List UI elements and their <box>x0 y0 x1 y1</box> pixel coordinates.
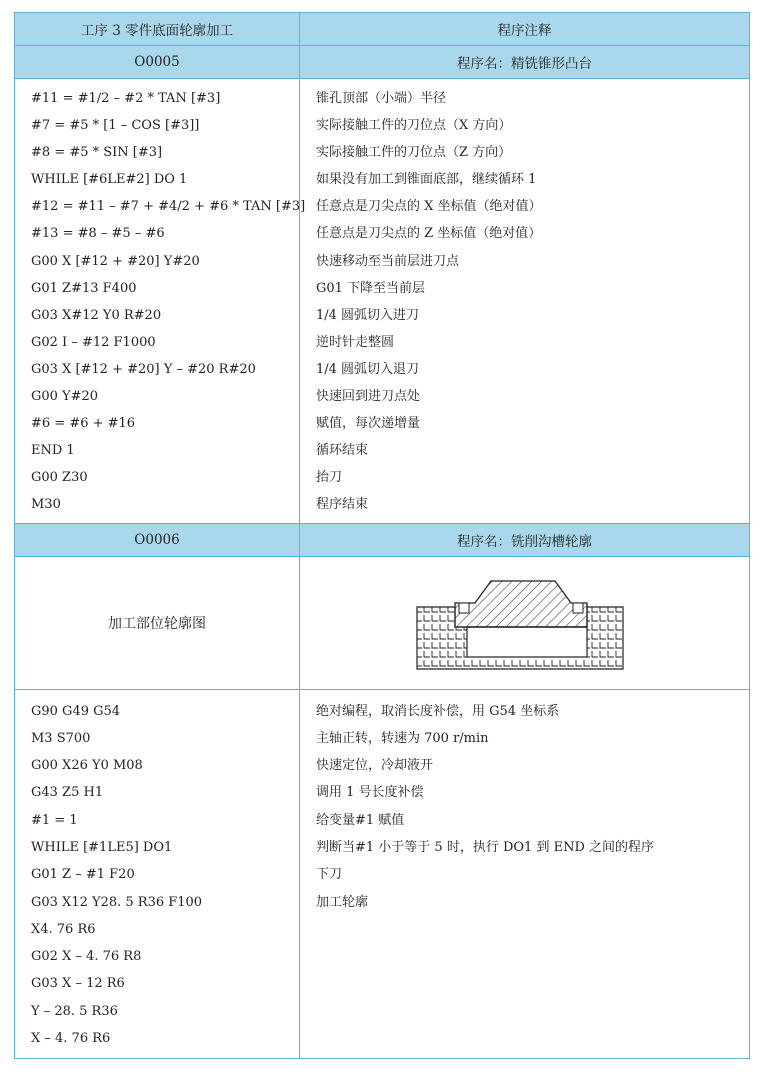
note-line: G01 下降至当前层 <box>316 280 426 296</box>
code-line: G00 Z30 <box>31 470 88 486</box>
diagram-cell <box>300 556 750 689</box>
section2-program-name: 程序名：铣削沟槽轮廓 <box>300 523 750 556</box>
header-left: 工序 3 零件底面轮廓加工 <box>15 13 300 46</box>
section2-code-cell <box>15 689 300 1059</box>
note-line: 任意点是刀尖点的 Z 坐标值（绝对值） <box>316 226 542 242</box>
section1-code-cell <box>15 79 306 524</box>
note-line: 绝对编程，取消长度补偿，用 G54 坐标系 <box>316 703 560 719</box>
note-line: 循环结束 <box>316 443 369 459</box>
code-line: M30 <box>31 497 61 513</box>
header-right: 程序注释 <box>300 13 750 46</box>
code-line: WHILE [#6LE#2] DO 1 <box>31 172 188 188</box>
note-line: 1/4 圆弧切入退刀 <box>316 361 420 377</box>
note-line: 实际接触工件的刀位点（Z 方向） <box>316 145 512 161</box>
note-line: 下刀 <box>316 867 343 883</box>
code-line: #1 = 1 <box>31 812 78 828</box>
code-line: END 1 <box>31 443 75 459</box>
note-line: 1/4 圆弧切入进刀 <box>316 307 420 323</box>
code-line: G00 X [#12 + #20] Y#20 <box>31 253 200 269</box>
section1-program-number: O0005 <box>15 46 300 79</box>
code-line: X4. 76 R6 <box>31 921 96 937</box>
section2-body-row <box>15 689 750 1059</box>
code-line: G90 G49 G54 <box>31 703 121 719</box>
code-line: G00 X26 Y0 M08 <box>31 758 143 774</box>
code-line: G03 X12 Y28. 5 R36 F100 <box>31 894 203 910</box>
code-line: #12 = #11 – #7 + #4/2 + #6 * TAN [#3] <box>31 199 306 215</box>
code-line: G03 X [#12 + #20] Y – #20 R#20 <box>31 361 256 377</box>
code-line: M3 S700 <box>31 730 91 746</box>
note-line: 给变量#1 赋值 <box>316 812 405 828</box>
section2-diagram-row <box>15 556 750 689</box>
code-line: G02 X – 4. 76 R8 <box>31 949 142 965</box>
code-line: G03 X – 12 R6 <box>31 976 125 992</box>
code-line: G03 X#12 Y0 R#20 <box>31 307 162 323</box>
note-line: 实际接触工件的刀位点（X 方向） <box>316 118 512 134</box>
code-line: #13 = #8 – #5 – #6 <box>31 226 165 242</box>
code-line: G02 I – #12 F1000 <box>31 334 156 350</box>
code-line: #11 = #1/2 – #2 * TAN [#3] <box>31 91 221 106</box>
code-line: #7 = #5 * [1 – COS [#3]] <box>31 118 200 134</box>
code-line: G01 Z – #1 F20 <box>31 867 135 883</box>
section2-title-row <box>15 523 750 556</box>
code-line: G01 Z#13 F400 <box>31 280 137 296</box>
note-line: 主轴正转，转速为 700 r/min <box>316 730 489 746</box>
code-line: G43 Z5 H1 <box>31 785 104 801</box>
section2-notes-cell <box>300 689 750 1059</box>
code-line: G00 Y#20 <box>31 389 99 405</box>
note-line: 程序结束 <box>316 497 369 513</box>
code-line: WHILE [#1LE5] DO1 <box>31 839 173 855</box>
note-line: 快速定位，冷却液开 <box>316 758 434 774</box>
note-line: 任意点是刀尖点的 X 坐标值（绝对值） <box>316 199 542 215</box>
note-line: 判断当#1 小于等于 5 时，执行 DO1 到 END 之间的程序 <box>316 839 655 855</box>
table-header-row <box>15 13 750 46</box>
note-line: 锥孔顶部（小端）半径 <box>316 91 447 106</box>
note-line: 快速回到进刀点处 <box>316 389 421 405</box>
note-line: 逆时针走整圆 <box>316 334 395 350</box>
section1-program-name: 程序名：精铣锥形凸台 <box>300 46 750 79</box>
groove-profile-diagram <box>415 569 635 677</box>
note-line: 调用 1 号长度补偿 <box>316 785 424 801</box>
program-table <box>14 12 750 1059</box>
code-line: X – 4. 76 R6 <box>31 1031 111 1047</box>
code-line: #6 = #6 + #16 <box>31 416 136 432</box>
code-line: Y – 28. 5 R36 <box>31 1003 118 1019</box>
section1-title-row <box>15 46 750 79</box>
section2-program-number: O0006 <box>15 523 300 556</box>
section1-notes-cell <box>300 79 750 524</box>
note-line: 加工轮廓 <box>316 894 369 910</box>
note-line: 如果没有加工到锥面底部，继续循环 1 <box>316 172 537 188</box>
code-line: #8 = #5 * SIN [#3] <box>31 145 163 161</box>
diagram-label: 加工部位轮廓图 <box>15 556 300 689</box>
note-line: 抬刀 <box>316 470 343 486</box>
section1-body-row <box>15 79 750 524</box>
note-line: 赋值，每次递增量 <box>316 416 421 432</box>
note-line: 快速移动至当前层进刀点 <box>316 253 460 269</box>
